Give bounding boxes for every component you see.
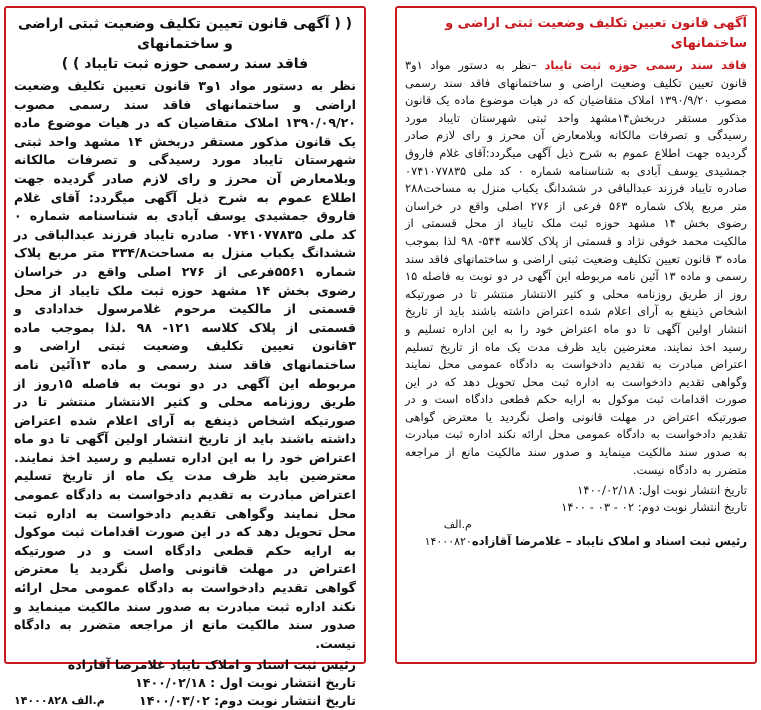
notice-right-title-line1: آگهی قانون تعیین تکلیف وضعیت ثبتی اراضی و ساختمانهای [445, 16, 747, 51]
notice-right-title-line2: فاقد سند رسمی حوزه ثبت تایباد [544, 58, 747, 72]
notice-right-title [405, 14, 747, 54]
notice-right-footer [405, 482, 747, 550]
notice-left-title [14, 14, 356, 74]
notice-left-date-first: تاریخ انتشار نوبت اول : ۱۴۰۰/۰۲/۱۸ [135, 675, 356, 691]
notice-left-title-line1: ( ( آگهی قانون تعیین تکلیف وضعیت ثبتی اراضی و ساختمانهای [17, 16, 353, 52]
notice-left-body: نظر به دستور مواد ۱و۳ قانون تعیین تکلیف وضعیت اراضی و ساختمانهای فاقد سند رسمی مصوب ۱۳۹۰/۰۹/۲۰ املاک متقاضیان که در هیات موضوع ماده یک قانون مذکور مستقر دربخش ۱۴ مشهد واحد ثبتی شهرستان تایباد مورد رسیدگی و تصرفات مالکانه وبلامعارض آن محرز و رای لازم صادر گردیده جهت اطلاع عموم به شرح ذیل آگهی میگردد: آقای غلام فاروق جمشیدی یوسف آبادی به شناسنامه شماره ۰ کد ملی ۰۷۴۱۰۷۷۸۳۵ صادره تایباد فرزند عبدالباقی در ششدانگ یکباب منزل به مساحت۳۳۴/۸ متر مربع پلاک شماره ۵۵۶۱فرعی از ۲۷۶ اصلی واقع در خراسان رضوی بخش ۱۴ مشهد حوزه ثبت ملک تایباد از محل قسمتی از مالکیت مرحوم غلامرسول خدادادی و قسمتی از پلاک کلاسه ۱۲۱- ۹۸ .لذا بموجب ماده ۳قانون تعیین تکلیف وضعیت ثبتی اراضی و ساختمانهای فاقد سند رسمی و ماده ۱۳آئین نامه مربوطه این آگهی در دو نوبت به فاصله ۱۵روز از طریق روزنامه محلی و کثیر الانتشار منتشر تا در صورتیکه اشخاص ذینفع به آرای اعلام شده اعتراض داشته باشند باید از تاریخ انتشار اولین آگهی تا دو ماه اعتراض خود را به این اداره تسلیم و رسید اخذ نمایند. معترضین باید ظرف مدت یک ماه از تاریخ تسلیم اعتراض مبادرت به تقدیم دادخواست به دادگاه عمومی محل نمایند وگواهی تقدیم دادخواست به اداره ثبت محل تحویل دهد که در این صورت اقدامات ثبت موکول به ارایه حکم قطعی دادگاه است و در صورتیکه اعتراض در مهلت قانونی واصل نگردید یا معترض گواهی تقدیم دادخواست به دادگاه عمومی محل ارائه نکند اداره ثبت مبادرت به صدور سند مالکیت مینماید و صدور سند مالکیت مانع از مراجعه متضرر به دادگاه نیست. [14, 78, 357, 651]
notice-left-title-line2: فاقد سند رسمی حوزه ثبت تایباد ) ) [61, 56, 309, 72]
notice-right-signature: رئیس ثبت اسناد و املاک تایباد – غلامرضا آقازاده [471, 534, 747, 549]
notice-right-body-lead: –نظر به دستور مواد ۱و۳ قانون [405, 58, 748, 90]
notice-right-body-text: تعیین تکلیف وضعیت اراضی و ساختمانهای فاقد سند رسمی مصوب ۱۳۹۰/۹/۲۰ املاک متقاضیان که در هیات موضوع ماده یک قانون مذکور مستقر دربخش۱۴مشهد واحد ثبتی شهرستان تایباد مورد رسیدگی و تصرفات مالکانه وبلامعارض آن محرز و رای لازم صادر گردیده جهت اطلاع عموم به شرح ذیل آگهی میگردد:آقای غلام فاروق جمشیدی یوسف آبادی به شناسنامه شماره ۰ کد ملی ۰۷۴۱۰۷۷۸۳۵ صادره تایباد فرزند عبدالباقی در ششدانگ یکباب منزل به مساحت۲۸۸ متر مربع پلاک شماره ۵۶۳ فرعی از ۲۷۶ اصلی واقع در خراسان رضوی بخش ۱۴ مشهد حوزه ثبت ملک تایباد از محل قسمتی از مالکیت محمد خوقی نژاد و قسمتی از پلاک کلاسه ۵۴۴- ۹۸ لذا بموجب ماده ۳ قانون تعیین تکلیف وضعیت ثبتی اراضی و ساختمانهای فاقد سند رسمی و ماده ۱۳ آئین نامه مربوطه این آگهی در دو نوبت به فاصله ۱۵ روز از طریق روزنامه محلی و کثیر الانتشار منتشر تا در صورتیکه اشخاص ذینفع به آرای اعلام شده اعتراض داشته باشند باید از تاریخ انتشار اولین آگهی تا دو ماه اعتراض خود را به این اداره تسلیم و رسید اخذ نمایند. معترضین باید ظرف مدت یک ماه از تاریخ تسلیم اعتراض مبادرت به تقدیم دادخواست به دادگاه عمومی محل نمایند وگواهی تقدیم دادخواست به اداره ثبت محل تحویل دهد که در این صورت اقدامات ثبت موکول به ارایه حکم قطعی دادگاه است و در صورتیکه اعتراض در مهلت قانونی واصل نگردید یا معترض گواهی تقدیم دادخواست به دادگاه عمومی محل ارائه نکند اداره ثبت مبادرت به صدور سند مالکیت مینماید و صدور سند مالکیت مانع از مراجعه متضرر به دادگاه نیست. [405, 75, 748, 477]
notice-left-date-second: تاریخ انتشار نوبت دوم: ۱۴۰۰/۰۳/۰۲ [139, 693, 356, 709]
notice-right-date-second: تاریخ انتشار نوبت دوم: ۰۲ - ۰۳ - ۱۴۰۰ [561, 500, 747, 515]
notice-right [395, 6, 757, 664]
notice-right-date-first: تاریخ انتشار نوبت اول: ۱۴۰۰/۰۲/۱۸ [577, 483, 747, 498]
notice-left-footer [14, 656, 356, 710]
notice-right-code: م.الف ۱۴۰۰۰۸۲۰ [424, 518, 472, 549]
notice-right-body [405, 57, 747, 479]
notice-left [4, 6, 366, 709]
notice-left-signature: رئیس ثبت اسناد و املاک تایباد غلامرضا آقازاده [67, 657, 356, 673]
notice-left-code: م.الف ۱۴۰۰۰۸۲۸ [14, 694, 105, 708]
